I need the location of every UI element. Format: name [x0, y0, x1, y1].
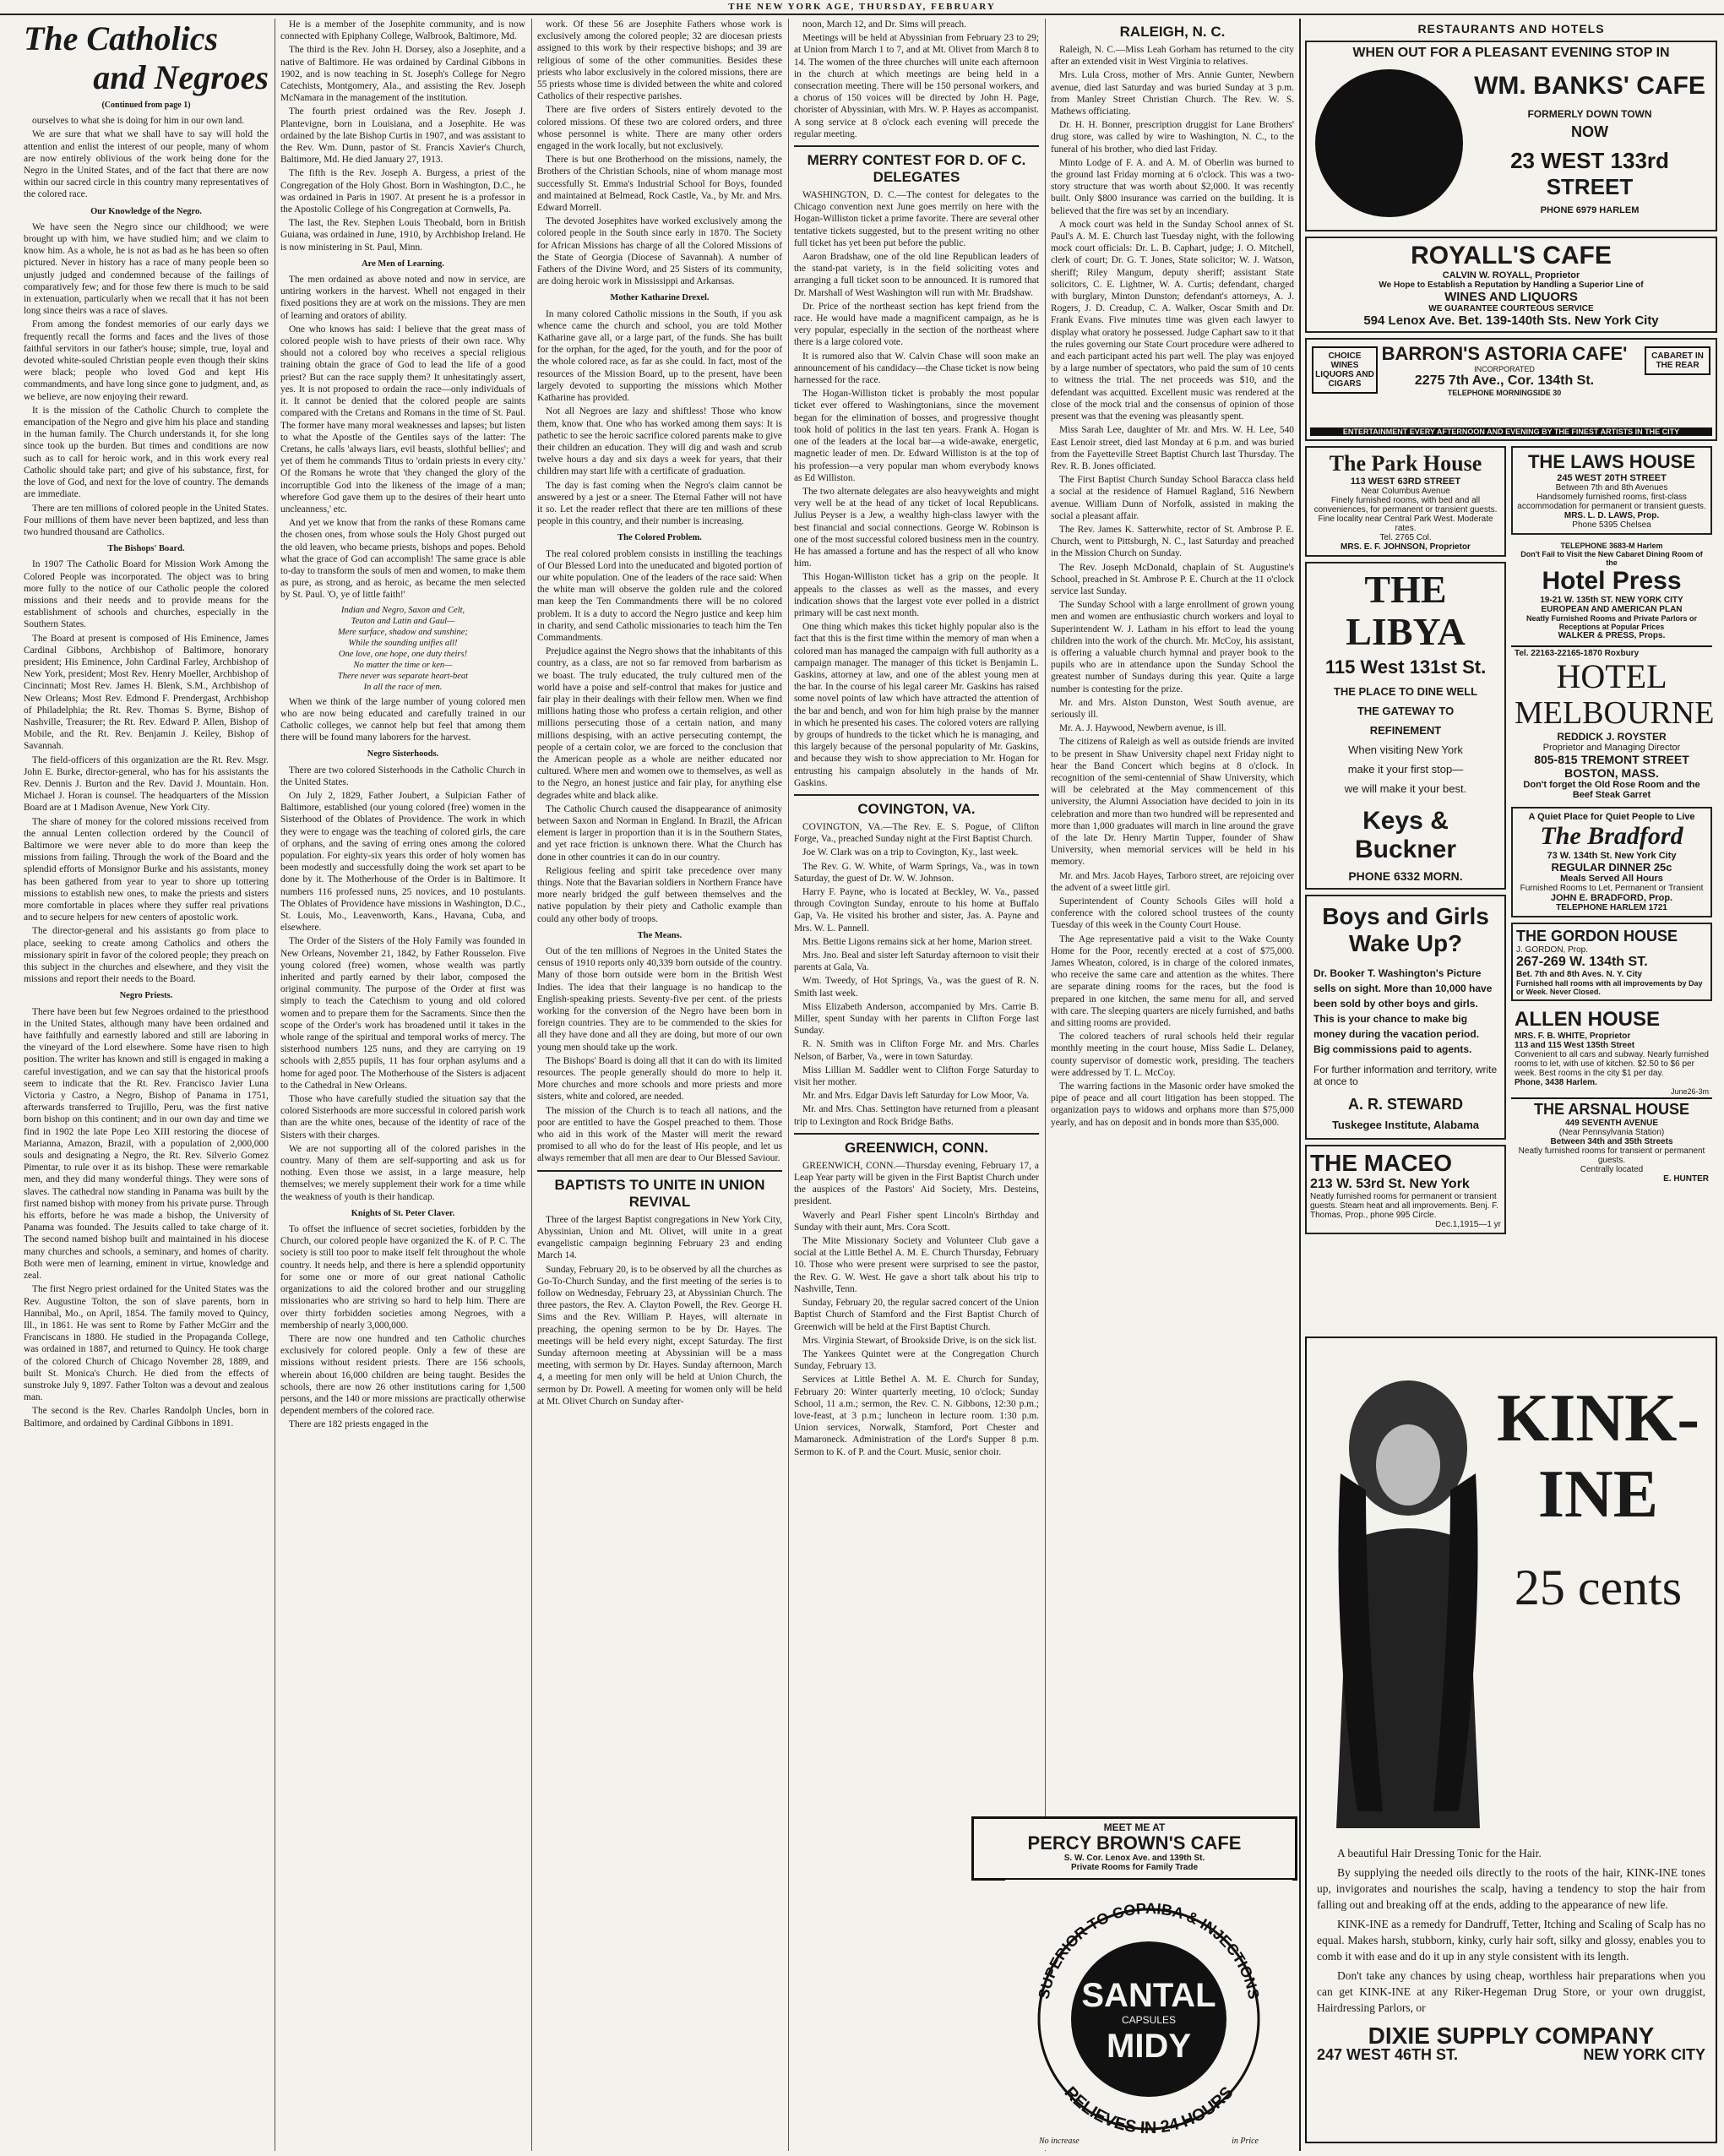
paragraph: Harry F. Payne, who is located at Beckley, W. Va., passed through Covington Sunday, enroute to his home at Buffalo Gap, Va. He visited his brother and sister, Jas. A. Payne and Mrs. W. L. Pannell.: [794, 887, 1039, 934]
paragraph: Mr. and Mrs. Chas. Settington have returned from a pleasant trip to Lexington and Rock Bridge Baths.: [794, 1104, 1039, 1127]
subhead-men-of-learning: Are Men of Learning.: [362, 259, 444, 269]
paragraph: One who knows has said: I believe that the great mass of colored people wish to have priests of their own race. Why should not a colored boy who receives a special religious training obtain the grace of God to lead the life of a good priest? But can the race supply them? It unhesitatingly assert, yes. It is not proposed to ordain the race—only individuals of it. It cannot be denied that the colored people are saints compared with the Cretans and Romans in the time of St. Paul. The former have many moral weaknesses and lapses; but listen to what the Apostle of the Gentiles says of the latter: The Cretans, he calls 'always liars, evil beasts, slothful bellies'; and yet of them he commands Titus to 'ordain priests in every city.' Of the Romans he wrote that 'they changed the glory of the incorruptible God into the likeness of the image of a man; wherefore God gave them up to the desires of their heart unto uncleanness,' etc.: [280, 324, 525, 514]
royalls-cafe-ad: [1305, 237, 1717, 333]
press-l1: 19-21 W. 135th ST. NEW YORK CITY: [1540, 596, 1683, 605]
kinkine-l2: By supplying the needed oils directly to the roots of the hair, KINK-INE tones up, invigorates and nourishes the scalp, having a tendency to stop the hair from falling out and breaking off at the ends, adding to the appearance of new life.: [1317, 1866, 1705, 1911]
brad-name: The Bradford: [1540, 822, 1683, 850]
press-l2: EUROPEAN AND AMERICAN PLAN: [1541, 605, 1683, 614]
park-name: The Park House: [1329, 451, 1482, 476]
paragraph: Miss Sarah Lee, daughter of Mr. and Mrs. W. H. Lee, 540 East Lenoir street, died last Monday at 6 p.m. and was buried from the Fayetteville Street Baptist Church last Thursday. The Rev. R. B. Jones officiated.: [1051, 425, 1294, 471]
paragraph: There is but one Brotherhood on the missions, namely, the Brothers of the Christian Schools, nine of whom manage most successfully St. Emma's Industrial School for Boys, founded and maintained at Belmead, Rock Castle, Va., by Mr. and Mrs. Edward Morrell.: [537, 155, 782, 214]
paragraph: The Order of the Sisters of the Holy Family was founded in New Orleans, November 21, 1842, by Father Rousselon. Five young colored (free) women, whose wealth was partly inherited and partly earned by their labor, composed the original community. The purpose of the Order at first was simply to teach the Catechism to young and old colored women and to prepare them for the Sacraments. Since then the scope of the Order's work has broadened until it takes in the whole range of the spiritual and temporal works of mercy. The sisterhood numbers 125 nuns, and they are carrying on 19 schools with 2,855 pupils, 11 has four orphan asylums and a home for aged poor. The Motherhouse of the Sisters is adjacent to the Cathedral in New Orleans.: [280, 936, 525, 1091]
covington-headline: COVINGTON, VA.: [857, 800, 976, 817]
laws-l3: Handsomely furnished rooms, first-class accommodation for permanent or transient guests.: [1517, 493, 1706, 511]
arsnal-l4: Neatly furnished rooms for transient or permanent guests.: [1518, 1146, 1705, 1165]
press-tag: Don't Fail to Visit the New Cabaret Dining Room of the: [1520, 550, 1703, 567]
santal-midy-seal: [1005, 1880, 1292, 2150]
paragraph: The Rev. G. W. White, of Warm Springs, Va., was in town Saturday, the guest of Dr. W. W. Johnson.: [794, 861, 1039, 884]
percy-addr: S. W. Cor. Lenox Ave. and 139th St.: [1063, 1854, 1205, 1863]
libya-l2: THE GATEWAY TO: [1357, 705, 1455, 717]
paragraph: WASHINGTON, D. C.—The contest for delegates to the Chicago convention next June goes merrily on here with the Hogan-Williston ticket a prime favorite. There are several other tentative tickets suggested, but to the present writing no other full ticket has yet been put before the public.: [794, 190, 1039, 248]
paragraph: The third is the Rev. John H. Dorsey, also a Josephite, and a native of Baltimore. He was ordained by Cardinal Gibbons in 1902, and is now teaching in St. Joseph's College for Negro Catechists, Montgomery, Ala., and assisting the Rev. Joseph McNamara in the management of the institution.: [280, 45, 525, 104]
royall-addr: 594 Lenox Ave. Bet. 139-140th Sts. New York City: [1363, 313, 1659, 328]
paragraph: It is rumored also that W. Calvin Chase will soon make an announcement of his candidacy—the Chase ticket is now being harnessed for the race.: [794, 351, 1039, 386]
santal-foot-right: in Price: [1232, 2137, 1259, 2146]
banks-phone: PHONE 6979 HARLEM: [1540, 205, 1640, 215]
paragraph: There are now one hundred and ten Catholic churches exclusively for colored people. Only a few of these are missions without resident priests. There are 156 schools, wherein about 16,000 children are being taught. Besides the schools, there are now 26 other institutions caring for 1,500 persons, and the 140 or more missions are practically otherwise dependent members of the colored race.: [280, 1333, 525, 1417]
arsnal-l5: Centrally located: [1580, 1165, 1644, 1174]
santal-foot-left: No increase: [1039, 2137, 1080, 2146]
paragraph: The devoted Josephites have worked exclusively among the colored people in the South since early in 1870. The Society for African Missions has charge of all the Colored Missions of the State of Georgia (Diocese of Savannah). A number of Fathers of the Divine Word, and 25 Sisters of its community, are doing heroic work in Mississippi and Arkansas.: [537, 216, 782, 287]
kinkine-city: NEW YORK CITY: [1583, 2046, 1705, 2063]
kinkine-name: KINK-INE: [1497, 1381, 1700, 1532]
col2-paras3: [280, 696, 525, 744]
poem-line: No matter the time or ken—: [353, 660, 453, 670]
allen-name: ALLEN HOUSE: [1515, 1008, 1661, 1031]
press-l3: Neatly Furnished Rooms and Private Parlors or Receptions at Popular Prices: [1525, 614, 1698, 631]
libya-l5: make it your first stop—: [1347, 763, 1464, 776]
paragraph: Religious feeling and spirit take precedence over many things. Note that the Bavarian soldiers in Northern France have more nearly bridged the gulf between themselves and the native population by their piety and Catholic example than could any other body of troops.: [537, 865, 782, 924]
paragraph: Mrs. Bettie Ligons remains sick at her home, Marion street.: [802, 936, 1033, 947]
paragraph: Mr. and Mrs. Jacob Hayes, Tarboro street, are rejoicing over the advent of a sweet little girl.: [1051, 870, 1294, 893]
paragraph: The men ordained as above noted and now in service, are untiring workers in the harvest. Whell not engaged in their fixed positions they are at work on the missions. They are men of learning and orators of ability.: [280, 275, 525, 321]
ads-header: RESTAURANTS AND HOTELS: [1417, 22, 1605, 35]
park-house-ad: [1305, 446, 1506, 557]
royall-name: ROYALL'S CAFE: [1411, 242, 1612, 270]
park-l1: 113 WEST 63RD STREET: [1350, 476, 1461, 487]
paragraph: R. N. Smith was in Clifton Forge Mr. and Mrs. Charles Nelson, of Barber, Va., were in town Saturday.: [794, 1039, 1039, 1062]
divider: [794, 145, 1039, 147]
paragraph: Three of the largest Baptist congregations in New York City, Abyssinian, Union and Mt. Olivet, will unite in a great evangelistic campaign beginning February 23 and ending March 14.: [537, 1214, 782, 1261]
gordon-l1: J. GORDON, Prop.: [1516, 945, 1589, 955]
press-tel: TELEPHONE 3683-M Harlem: [1560, 542, 1663, 550]
paragraph: Sunday, February 20, is to be observed by all the churches as Go-To-Church Sunday, and the first meeting of the series is to follow on Wednesday, February 23, at Abyssinian Church. The three pastors, the Rev. A. Clayton Powell, the Rev. George H. Sims and the Rev. William P. Hayes, will alternate in preaching, the opening sermon to be by Dr. Hayes. The meetings will be held every night, except Saturday. The first Sunday afternoon meeting at Abyssinian will be a mass meeting, with sermon by Dr. Hayes. Sunday afternoon, March 4, a meeting for men only will be held at Union Church, the sermon by Dr. Powell. A meeting for women only will be held at Mt. Olivet Church on Sunday after-: [537, 1264, 782, 1407]
paragraph: The warring factions in the Masonic order have smoked the pipe of peace and all court litigation has been stopped. The organization pays to widows and orphans more than $75,000 yearly, and has on deposit and in bonds more than $35,000.: [1051, 1081, 1294, 1128]
kinkine-company: DIXIE SUPPLY COMPANY: [1368, 2023, 1655, 2049]
paragraph: Joe W. Clark was on a trip to Covington, Ky., last week.: [802, 847, 1019, 858]
paragraph: COVINGTON, VA.—The Rev. E. S. Pogue, of Clifton Forge, Va., preached Sunday night at the First Baptist Church.: [794, 821, 1039, 845]
banks-formerly: FORMERLY DOWN TOWN: [1527, 108, 1652, 120]
paragraph: Aaron Bradshaw, one of the old line Republican leaders of the stand-pat variety, is in the field soliciting votes and arranging a full ticket soon to be announced. It is rumored that Dr. Marshall of West Washington will run with Mr. Bradshaw.: [794, 252, 1039, 298]
banks-now: NOW: [1571, 123, 1608, 140]
paragraph: The fourth priest ordained was the Rev. Joseph J. Plantevigne, born in Louisiana, and a Josephite. He was ordained by the late Bishop Curtis in 1907, and was assistant to the Rev. Wm. Dunn, pastor of St. Francis Xavier's Church, Baltimore, Md. He died January 27, 1913.: [280, 106, 525, 166]
paragraph: The Mite Missionary Society and Volunteer Club gave a social at the Little Bethel A. M. E. Church Thursday, February 10. Those who were present were surprised to see the pastor, the Rev. G. W. West. He gave a short talk about his trip to Nashville, Tenn.: [794, 1236, 1039, 1294]
col1-paras4: [24, 1006, 269, 1429]
press-l4: WALKER & PRESS, Props.: [1558, 631, 1666, 640]
arsnal-l2: (Near Pennsylvania Station): [1558, 1128, 1665, 1137]
santal-midy-ad: [1005, 1880, 1292, 2150]
col3-paras3: [537, 548, 782, 925]
paragraph: The field-officers of this organization are the Rt. Rev. Msgr. John E. Burke, director-general, who has for his assistants the Rev. Dennis J. Burton and the Rev. David J. Mountain. Hon. Michael J. Horan is counsel. The headquarters of the Mission Board are at 1 Madison Avenue, New York City.: [24, 754, 269, 814]
gordon-l3: Bet. 7th and 8th Aves. N. Y. City: [1516, 970, 1643, 979]
paragraph: The citizens of Raleigh as well as outside friends are invited to be present in Shaw University chapel next Friday night to hear the Band Concert which begins at 8 o'clock. In recognition of the semi-centennial of Shaw University, which will be celebrated at the May commencement of this university, the Alumni Association have decided to join in its celebration and more than two hundred will be represented and more than 1,000 graduates will march in line around the grave of the late Dr. Henry Martin Tupper, founder of Shaw University, when memorial services will be held in his memory.: [1051, 737, 1294, 868]
libya-l6: we will make it your best.: [1344, 782, 1467, 795]
subhead-negro-priests: Negro Priests.: [119, 991, 173, 1001]
brad-tag: A Quiet Place for Quiet People to Live: [1528, 812, 1695, 822]
paragraph: ourselves to what she is doing for him in our own land.: [32, 116, 245, 127]
paragraph: The Catholic Church caused the disappearance of animosity between Saxon and Norman in England. In Brazil, the African element is larger in proportion than it is in the Southern States, and yet race friction is unknown there. What the Church has done in other countries it can do in our country.: [537, 803, 782, 863]
percy-meet: MEET ME AT: [1103, 1821, 1166, 1833]
col4-paras: [794, 19, 1039, 140]
bg-addr: Tuskegee Institute, Alabama: [1331, 1119, 1480, 1131]
santal-arc-top: SUPERIOR TO COPAIBA & INJECTIONS: [1035, 1899, 1263, 2001]
laws-name: THE LAWS HOUSE: [1527, 451, 1695, 472]
paragraph: We have seen the Negro since our childhood; we were brought up with him, we have studied him; and we claim to know him. As a whole, he is not as bad as he has been so often pictured. Never in history has a race of many people been so unjustly judged and condemned because of the failings of comparatively few; and for those few there is much to be said in extenuation, particularly when we recall that it has not been long since theirs was a race of slaves.: [24, 221, 269, 317]
subhead-knowledge: Our Knowledge of the Negro.: [90, 206, 202, 216]
paragraph: The First Baptist Church Sunday School Baracca class held a social at the residence of Hamuel Ragland, 516 Newbern avenue. William Dunn of Norfolk, assisted in making the social a pleasant affair.: [1051, 475, 1294, 521]
gordon-house-ad: [1511, 923, 1712, 1001]
paragraph: Dr. Price of the northeast section has kept friend from the race. He would have made a magnificent campaign, as he is very popular, especially in the section of the northeast where there is a large colored vote.: [794, 301, 1039, 348]
royall-line2: WINES AND LIQUORS: [1444, 290, 1578, 304]
santal-name1: SANTAL: [1081, 1977, 1216, 2014]
col3-paras4: [537, 945, 782, 1165]
paragraph: The Hogan-Williston ticket is probably the most popular ticket ever offered to Washingtonians, since the movement began for the elimination of bosses, and progressive thought took hold of politics in the last ten years. Frank A. Hogan is one of the leaders at the local bar—a wide-awake, energetic, magnetic leader of men. Dr. Edward Williston is at the top of his profession—a very popular man whom everybody knows as Ed Williston.: [794, 389, 1039, 483]
park-l4: Tel. 2765 Col.: [1379, 533, 1432, 542]
paragraph: To offset the influence of secret societies, forbidden by the Church, our colored people have organized the K. of P. C. The society is still too poor to make itself felt throughout the whole country. It needs help, and there is here a splendid opportunity for some one or more of our great national Catholic organizations to aid the colored brother and our struggling missionaries who are striving so hard to help him. There are over thirty forbidden societies among Negroes, with a membership of nearly 3,000,000.: [280, 1224, 525, 1331]
col2-paras: [280, 19, 525, 253]
col2-paras4: [280, 765, 525, 1203]
allen-l4: Phone, 3438 Harlem.: [1515, 1078, 1597, 1087]
paragraph: The Board at present is composed of His Eminence, James Cardinal Gibbons, Archbishop of Baltimore, honorary president; His Eminence, John Cardinal Farley, Archbishop of New York, president; Most Rev. Henry Moeller, Archbishop of Cincinnati; Most Rev. James H. Blenk, S.M., Archbishop of New Orleans; Most Rev. Edmond F. Prendergast, Archbishop of Philadelphia; the Rt. Rev. Thomas S. Byrne, Bishop of Nashville, Treasurer; the Rt. Rev. Edward P. Allen, Bishop of Mobile, and the Rt. Rev. Benjamin J. Keiley, Bishop of Savannah.: [24, 633, 269, 752]
royall-line1: We Hope to Establish a Reputation by Handling a Superior Line of: [1379, 280, 1644, 290]
melbourne-ad: [1511, 645, 1715, 802]
paragraph: The real colored problem consists in instilling the teachings of Our Blessed Lord into the uneducated and bigoted portion of our white population. One of the leaders of the race said: When the white man will observe the golden rule and the colored man keep the Ten Commandments there will be no colored problem. It is a duty to accord the Negro justice and keep him in charity, and send Catholic missionaries to teach him the Ten Commandments.: [537, 548, 782, 643]
paragraph: There have been but few Negroes ordained to the priesthood in the United States, although many have been ordained and have faithfully and earnestly labored and still are laboring in the vineyard of the Lord elsewhere. Some have risen to high position. The writer has known and still is engaged in making a careful investigation, and we can say that the historical proofs seem to indicate that the Rt. Rev. Francisco Javier Luna Victoria y Castro, a Negro, Bishop of Panama in 1751, afterwards transferred to Trujillo, Peru, was the first native born bishop on this continent; and in our own day and time we find in 1902 the late Pope Leo XIII restoring the diocese of Marianna, Amazon, Brazil, with a population of 2,000,000 souls and designating a Negro, the Rt. Rev. Silverio Gomez Pimentar, to rule over it as its bishop. These were remarkable men, and they did many wonderful things. They were sons of slaves. The cathedral now standing in Panama was built by the first named bishop with money from his private purse. Through his efforts, before he was made a bishop, the University of Panama was founded. The Jesuits called to take charge of it. The second named bishop built and maintained in his diocese many churches and schools, a seminary, and homes of charity. Both were men of learning, eminent in virtue, knowledge and zeal.: [24, 1006, 269, 1282]
melb-l4: BOSTON, MASS.: [1564, 766, 1659, 780]
bg-body2: For further information and territory, write at once to: [1313, 1064, 1498, 1087]
press-name: Hotel Press: [1542, 567, 1682, 595]
divider: [794, 1133, 1039, 1135]
brad-l4: Furnished Rooms to Let, Permanent or Transient: [1520, 884, 1704, 893]
paragraph: The first Negro priest ordained for the United States was the Rev. Augustine Tolton, the son of slave parents, born in Hannibal, Mo., on April, 1854. The family moved to Quincy, Ill., in 1861. He was sent to Rome by Father McGirr and the Franciscans in 1880. He studied in the Propaganda College, was ordained in 1887, and returned to Quincy. He took charge of the colored Church of Chicago November 28, 1889, and built St. Monica's Church. He died from the effects of sunstroke July 9, 1897. Father Tolton was a devout and zealous man.: [24, 1284, 269, 1403]
paragraph: Waverly and Pearl Fisher spent Lincoln's Birthday and Sunday with their aunt, Mrs. Cora Scott.: [794, 1210, 1039, 1233]
paragraph: Prejudice against the Negro shows that the inhabitants of this country, as a class, are not so far removed from barbarism as we boast. The truly educated, the truly cultured men of the world have a poise and self-control that makes for justice and fair play in their dealings with their fellow men. When we find millions hating those who profess a certain religion, and other millions persecuting those of a certain nation, and many millions despising, with an active persecuting contempt, the people of a certain color, we are forced to the conclusion that the American people as a whole are neither educated nor cultured. Where men and women owe to themselves, as well as to the Negro, an honest justice and fair play, for anything else degrades white and black alike.: [537, 646, 782, 801]
paragraph: Wm. Tweedy, of Hot Springs, Va., was the guest of R. N. Smith last week.: [794, 976, 1039, 999]
melb-tel: Tel. 22163-22165-1870 Roxbury: [1515, 649, 1640, 658]
paragraph: Miss Lillian M. Saddler went to Clifton Forge Saturday to visit her mother.: [794, 1064, 1039, 1088]
paragraph: Out of the ten millions of Negroes in the United States the census of 1910 reports only 40,339 born outside of the country. Many of those born outside were born in the British West Indies. The idea that their language is no handicap to the English-speaking priests. Seventy-five per cent. of the priests working for the conversion of the Negro have been born in foreign countries. They are to be commended to the skies for all they have done and all they are doing, but more of our own young men should take up the work.: [537, 946, 782, 1053]
arsnal-l6: E. HUNTER: [1663, 1174, 1709, 1184]
brad-l6: TELEPHONE HARLEM 1721: [1556, 903, 1667, 912]
brad-l2: REGULAR DINNER 25c: [1551, 861, 1672, 874]
kinkine-portrait: [1332, 1372, 1484, 1828]
allen-l2: 113 and 115 West 135th Street: [1515, 1041, 1635, 1050]
paragraph: One thing which makes this ticket highly popular also is the fact that this is the first time within the memory of man when a colored man has managed the campaign with full authority as a campaign manager. The manager of this ticket is Benjamin L. Gaskins, attorney at law, and one of the ablest young men at the bar. In the course of his legal career Mr. Gaskins has raised some novel points of law which have attracted the attention of the bar and bench, and won for him high praise by the manner in which he presented his cases. The colored voters are rallying by groups of hundreds to the ticket which he is managing, and this largely because of the personal popularity of Mr. Gaskins, and because they wish to show appreciation to Mr. Hogan for entrusting his campaign absolutely in the hands of Mr. Gaskins.: [794, 622, 1039, 788]
paragraph: Mr. and Mrs. Alston Dunston, West South avenue, are seriously ill.: [1051, 697, 1294, 720]
laws-l2: Between 7th and 8th Avenues: [1555, 483, 1668, 493]
poem-line: While the sounding unifies all!: [348, 638, 458, 648]
barron-inc: INCORPORATED: [1474, 365, 1535, 373]
col1-paras2: [24, 221, 269, 538]
laws-house-ad: [1511, 446, 1712, 535]
paragraph: Mr. A. J. Haywood, Newbern avenue, is ill.: [1059, 723, 1226, 734]
santal-caps: CAPSULES: [1121, 2014, 1177, 2026]
kinkine-l3: KINK-INE as a remedy for Dandruff, Tetter, Itching and Scaling of Scalp has no equal. Makes harsh, stubborn, kinky, curly hair soft, silky and glossy, enables you to comb it with ease and do it up in any style consistent with its length.: [1317, 1918, 1705, 1963]
raleigh-paras: [1051, 44, 1294, 1129]
continued-note: (Continued from page 1): [101, 101, 191, 110]
gordon-l2: 267-269 W. 134th ST.: [1516, 955, 1648, 969]
park-l3: Finely furnished rooms, with bed and all conveniences, for permanent or transient guests. Fine locality near Central Park West. Moderate rates.: [1313, 496, 1498, 533]
paragraph: There are five orders of Sisters entirely devoted to the colored missions. Of these two are colored orders, and three whose personnel is white. There are many other orders engaged in the work locally, but not exclusively.: [537, 105, 782, 152]
maceo-name: THE MACEO: [1310, 1150, 1452, 1176]
column-rule: [788, 19, 789, 2151]
boys-girls-ad: [1305, 895, 1506, 1140]
paragraph: The Sunday School with a large enrollment of grown young men and women are enthusiastic church workers and loyal to Superintendent W. J. Latham in his effort to lead the young children into the work of the church. Mr. McCoy, his assistant, is offering a valuable church hymnal and prayer book to the pupils who are in attendance upon the Sunday School the greatest number of Sundays during this year. Quite a large number is contesting for the prize.: [1051, 600, 1294, 694]
paragraph: The share of money for the colored missions received from the annual Lenten collection ordered by the Council of Baltimore we were never able to do more than keep the missions from failing. Through the work of the Board and the splendid efforts of Monsignor Burke and his assistants, money has been gathered from year to year to shore up tottering missions to establish new ones, to make the priests and sisters more comfortable in places where they suffer real privations and to secure helpers for new centers of apostolic work.: [24, 816, 269, 923]
paragraph: GREENWICH, CONN.—Thursday evening, February 17, a Leap Year party will be given in the First Baptist Church under the auspices of the Pastors' Aid Society, Mrs. Desteins, president.: [794, 1160, 1039, 1207]
subhead-negro-sisterhoods: Negro Sisterhoods.: [367, 749, 439, 760]
barron-tel: TELEPHONE MORNINGSIDE 30: [1447, 389, 1562, 397]
libya-name: THE LIBYA: [1346, 568, 1466, 653]
melb-l3: 805-815 TREMONT STREET: [1534, 753, 1689, 766]
col2-paras2: [280, 274, 525, 601]
paragraph: The Bishops' Board is doing all that it can do with its limited resources. The people generally should do more to help it. More churches and more schools and more priests and more sisters, white and colored, are needed.: [537, 1055, 782, 1102]
santal-arc-bottom: RELIEVES IN 24 HOURS: [1060, 2082, 1237, 2138]
poem-line: Teuton and Latin and Gaul—: [351, 616, 455, 626]
percy-brown-ad: [971, 1816, 1297, 1881]
libya-l4: When visiting New York: [1348, 743, 1463, 756]
masthead: THE NEW YORK AGE, THURSDAY, FEBRUARY: [0, 0, 1724, 15]
paragraph: The day is fast coming when the Negro's claim cannot be answered by a jest or a sneer. The Eternal Father will not have it so. Let the reader reflect that there are ten millions of these people in this country, and their number is increasing.: [537, 480, 782, 527]
paragraph: The colored teachers of rural schools held their regular monthly meeting in the court house, Miss Sadie L. Delaney, county supervisor of domestic work, presiding. The teachers were addressed by T. L. McCoy.: [1051, 1032, 1294, 1078]
paragraph: Services at Little Bethel A. M. E. Church for Sunday, February 20: Winter quarterly meeting, 10 o'clock; Sunday School, 11 a.m.; sermon, the Rev. C. N. Gibbons, 12:30 p.m.; love-feast, at 3 p.m.; luncheon in lecture room. 1:30 p.m. Union services, Norwalk, Stamford, Port Chester and Mamaroneck. Administration of the Lord's Supper 8 p.m. Sermon to K. of P. and the Court. Music, senior choir.: [794, 1375, 1039, 1457]
paragraph: The mission of the Church is to teach all nations, and the poor are entitled to have the Gospel preached to them. Those who aid in this work of the Master will merit the reward promised to all who do for the least of His people, and let us always remember that all men are dear to Our Blessed Saviour.: [537, 1105, 782, 1164]
paragraph: work. Of these 56 are Josephite Fathers whose work is exclusively among the colored people; 32 are diocesan priests assigned to this work by their respective bishops; and 39 are religious of some of the other communities. Besides these priests who labor exclusively in the colored missions, there are 55 priests whose time is divided between the white and colored Catholics of their respective parishes.: [537, 19, 782, 102]
subhead-mother-katharine: Mother Katharine Drexel.: [610, 293, 710, 303]
bradford-ad: [1511, 807, 1712, 917]
laws-l5: Phone 5395 Chelsea: [1572, 520, 1651, 530]
libya-phone: PHONE 6332 MORN.: [1348, 869, 1463, 883]
paragraph: Mrs. Jno. Beal and sister left Saturday afternoon to visit their parents at Gala, Va.: [794, 950, 1039, 973]
baptists-headline: BAPTISTS TO UNITE IN UNION REVIVAL: [554, 1176, 765, 1210]
paragraph: Not all Negroes are lazy and shiftless! Those who know them, know that. One who has worked among them says: It is pathetic to see the heroic sacrifice colored parents make to give their children an education. They will dig and wash and scrub twelve hours a day and six days a week for years, that their children may start life with a certificate of graduation.: [537, 406, 782, 477]
barron-name: BARRON'S ASTORIA CAFE': [1381, 343, 1628, 364]
divider: [537, 1170, 782, 1172]
paragraph: Sunday, February 20, the regular sacred concert of the Union Baptist Church of Stamford and the First Baptist Church of Greenwich will be held at the First Baptist Church.: [794, 1298, 1039, 1332]
paragraph: The last, the Rev. Stephen Louis Theobald, born in British Guiana, was ordained in June, 1910, by Archbishop Ireland. He is now ministering in St. Paul, Minn.: [280, 218, 525, 253]
allen-house-ad: [1511, 1006, 1712, 1097]
paragraph: On July 2, 1829, Father Joubert, a Sulpician Father of Baltimore, established (our young colored (free) women in the Sisterhood of the Oblates of Providence. The work in which they were to engage was the teaching of colored girls, the care of orphans, and the saving of erring ones among the colored population. For eighty-six years this order of holy women has been modestly and successfully doing the work set apart to be done by it. The Motherhouse of the Order is in Baltimore. It numbers 116 professed nuns, 25 novices, and 10 postulants. The Oblates of Providence have missions in Washington, D.C., St. Louis, Mo., Leavenworth, Kans., Havana, Cuba, and elsewhere.: [280, 790, 525, 934]
paragraph: In many colored Catholic missions in the South, if you ask whence came the church and school, you are told Mother Katharine gave all, or a large part, of the funds. She has built for the orphan, for the aged, for the youth, and for the poor of the whole colored race, as far as she could. In fact, most of the resources of the Mission Board, up to the present, have been largely devoted to supporting the missions which Mother Katharine has provided.: [537, 308, 782, 404]
melb-l2: Proprietor and Managing Director: [1542, 743, 1681, 753]
ads-column: [1305, 19, 1717, 2151]
paragraph: There are two colored Sisterhoods in the Catholic Church in the United States.: [280, 765, 525, 787]
poem-line: One love, one hope, one duty theirs!: [338, 649, 468, 659]
greenwich-headline: GREENWICH, CONN.: [845, 1139, 988, 1156]
paragraph: The second is the Rev. Charles Randolph Uncles, born in Baltimore, and ordained by Cardinal Gibbons in 1891.: [24, 1406, 269, 1429]
paragraph: Mrs. Lula Cross, mother of Mrs. Annie Gunter, Newbern avenue, died last Saturday and was buried Sunday at 3 p.m. from Manley Street Christian Church. The Rev. W. S. Mathews officiating.: [1051, 70, 1294, 117]
raleigh-headline: RALEIGH, N. C.: [1119, 24, 1226, 40]
maceo-ad: [1305, 1145, 1506, 1234]
paragraph: Meetings will be held at Abyssinian from February 23 to 29; at Union from March 1 to 7, and at Mt. Olivet from March 8 to 14. The women of the three churches will unite each afternoon in the church at which meetings are being held in a consecration meeting. There will be 150 personal workers, and a chorus of 150 voices will be directed by John H. Page, chorister of Abyssinian, with Mrs. W. P. Hayes as accompanist. A song service at 8 o'clock each evening will precede the regular meeting.: [794, 33, 1039, 139]
brad-l1: 73 W. 134th St. New York City: [1547, 851, 1677, 861]
percy-line3: Private Rooms for Family Trade: [1070, 1863, 1199, 1872]
gordon-l4: Furnished hall rooms with all improvements by Day or Week. Never Closed.: [1516, 979, 1703, 996]
kinkine-price: 25 cents: [1514, 1560, 1683, 1615]
libya-owners: Keys & Buckner: [1354, 807, 1457, 863]
paragraph: Dr. H. H. Bonner, prescription druggist for Lane Brothers' drug store, was called by wire to Washington, N. C., to the funeral of his brother, who died last Friday.: [1051, 120, 1294, 155]
greenwich-paras: [794, 1160, 1039, 1458]
barron-addr: 2275 7th Ave., Cor. 134th St.: [1414, 373, 1595, 388]
libya-ad: [1305, 562, 1506, 890]
poem-line: Mere surface, shadow and sunshine;: [338, 627, 468, 637]
park-l5: MRS. E. F. JOHNSON, Proprietor: [1341, 542, 1471, 552]
kinkine-ad: [1305, 1337, 1717, 2143]
barrons-cafe-ad: [1305, 338, 1717, 441]
allen-l5: June26-3m: [1670, 1087, 1709, 1096]
kinkine-addr: 247 WEST 46TH ST.: [1317, 2046, 1459, 2063]
paragraph: The two alternate delegates are also heavyweights and might very well be at the head of any ticket of local Republicans. Julius Peyser is a Jew, a wealthy high-class lawyer with the best financial and social connections. George W. Robinson is one of the most successful colored business men in the country. He has amassed a fortune and has the respect of all who know him.: [794, 486, 1039, 569]
hotel-press-ad: [1511, 540, 1712, 642]
covington-paras: [794, 821, 1039, 1128]
maceo-body: Neatly furnished rooms for permanent or transient guests. Steam heat and all improvements. Benj. F. Thomas, Prop., phone 995 Circle.: [1310, 1192, 1498, 1220]
libya-addr: 115 West 131st St.: [1324, 656, 1487, 678]
subhead-bishops-board: The Bishops' Board.: [107, 544, 185, 554]
subhead-knights: Knights of St. Peter Claver.: [351, 1208, 455, 1218]
column-3: [537, 19, 782, 2151]
banks-cafe-ad: [1305, 41, 1717, 231]
article-title-line2: and Negroes: [93, 58, 269, 96]
paragraph: The director-general and his assistants go from place to place, seeking to create among Catholics and others the missionary spirit in favor of the colored people; they preach on this subject in the churches and elsewhere, and they visit the missions and report their needs to the Board.: [24, 926, 269, 985]
libya-l1: THE PLACE TO DINE WELL: [1333, 685, 1478, 698]
poem: [280, 605, 525, 693]
barron-foot: ENTERTAINMENT EVERY AFTERNOON AND EVENING BY THE FINEST ARTISTS IN THE CITY: [1310, 427, 1712, 436]
paragraph: Miss Elizabeth Anderson, accompanied by Mrs. Carrie B. Miller, spent Sunday with her parents in Clifton Forge last Sunday.: [794, 1001, 1039, 1037]
baptists-paras: [537, 1214, 782, 1407]
banks-emblem: [1315, 69, 1463, 217]
merry-contest-headline: MERRY CONTEST FOR D. OF C. DELEGATES: [807, 152, 1026, 186]
paragraph: A mock court was held in the Sunday School annex of St. Paul's A. M. E. Church last Tuesday night, with the following mock court officials: Dr. L. B. Caphart, judge; J. O. Mitchell, clerk of court; Dr. G. T. Jones, State solicitor; W. J. Watson, sheriff; Riley Mangum, deputy sheriff; assistant State solicitors, C. E. Lightner, W. A. Curtis; defendant, charged with burglary, Minton Dunston; defendant's attorneys, A. J. Rogers, J. D. Creadup, C. A. Walker, Oscar Smith and Dr. Frank Evans. Five minutes time was given each lawyer to display what oratory he possessed. Judge Caphart saw to it that the rules governing our State Court procedure were adhered to and each participant acted his part well. The play was enjoyed by a large number of spectators, who paid the sum of 10 cents to witness the trial. The net proceeds was $10, and the defendant was acquitted. Excellent music was rendered at the close of the mock trial and the consensus of opinion of those present was that the evening was pleasantly spent.: [1051, 219, 1294, 422]
subhead-the-means: The Means.: [637, 930, 683, 940]
poem-line: In all the race of men.: [363, 682, 443, 692]
melb-l1: REDDICK J. ROYSTER: [1557, 731, 1667, 743]
divider: [794, 794, 1039, 796]
bg-name: A. R. STEWARD: [1347, 1096, 1463, 1113]
subhead-colored-problem: The Colored Problem.: [617, 533, 702, 543]
percy-name: PERCY BROWN'S CAFE: [1027, 1832, 1242, 1854]
maceo-date: Dec.1,1915—1 yr: [1435, 1220, 1501, 1229]
allen-l1: MRS. F. B. WHITE, Proprietor: [1515, 1032, 1631, 1041]
paragraph: From among the fondest memories of our early days we frequently recall the forms and faces and the lives of those faithful servitors in our father's house; simple, true, loyal and devoted white-souled Christian people even though their skins were black; people who loved God and kept His commandments, and have long since gone to judgment, and, as we believe, are now enjoying their reward.: [24, 319, 269, 402]
ads-right-subcolumn: [1511, 446, 1715, 1239]
column-rule: [1299, 19, 1301, 2151]
barron-right: CABARET IN THE REAR: [1645, 346, 1710, 375]
poem-line: There never was separate heart-beat: [337, 671, 469, 681]
paragraph: Mr. and Mrs. Edgar Davis left Saturday for Low Moor, Va.: [802, 1091, 1030, 1102]
barron-left: CHOICE WINES LIQUORS AND CIGARS: [1312, 346, 1378, 394]
paragraph: There are 182 priests engaged in the: [289, 1419, 429, 1430]
arsnal-name: THE ARSNAL HOUSE: [1533, 1101, 1690, 1118]
laws-l1: 245 WEST 20TH STREET: [1557, 473, 1667, 483]
bg-h1: Boys and Girls: [1322, 903, 1489, 929]
column-rule: [531, 19, 532, 2151]
col1-paras3: [24, 558, 269, 985]
arsnal-house-ad: [1511, 1097, 1712, 1185]
article-title-line1: The Catholics: [24, 19, 219, 57]
allen-l3: Convenient to all cars and subway. Nearly furnished rooms to let, with use of kitchen. $2.50 to $6 per week. Best rooms in the city $1 per day.: [1515, 1050, 1709, 1078]
col2-paras5: [280, 1223, 525, 1430]
paragraph: Mrs. Virginia Stewart, of Brookside Drive, is on the sick list.: [802, 1335, 1037, 1346]
royall-line3: WE GUARANTEE COURTEOUS SERVICE: [1428, 304, 1594, 313]
paragraph: In 1907 The Catholic Board for Mission Work Among the Colored People was incorporated. The object was to bring more fully to the notice of our Catholic people the colored missions and their needs and to provide means for the establishment of schools and churches, especially in the Southern States.: [24, 559, 269, 630]
paragraph: Raleigh, N. C.—Miss Leah Gorham has returned to the city after an extended visit in West Virginia to relatives.: [1051, 45, 1294, 68]
santal-name2: MIDY: [1107, 2028, 1191, 2065]
melb-l5: Don't forget the Old Rose Room and the Beef Steak Garret: [1523, 780, 1700, 800]
kinkine-l4: Don't take any chances by using cheap, worthless hair preparations when you can get KINK-INE at any Riker-Hegeman Drug Store, or your own druggist, Hairdressing Parlors, or: [1317, 1969, 1705, 2014]
column-2: [280, 19, 525, 2151]
melb-name1: HOTEL: [1556, 657, 1667, 695]
banks-addr: 23 WEST 133rd STREET: [1510, 148, 1669, 199]
paragraph: He is a member of the Josephite community, and is now connected with Epiphany College, Walbrook, Baltimore, Md.: [280, 19, 525, 42]
kinkine-l1: A beautiful Hair Dressing Tonic for the Hair.: [1337, 1847, 1542, 1859]
paragraph: The Rev. James K. Satterwhite, rector of St. Ambrose P. E. Church, went to Pittsburgh, N. C., last Saturday and preached in the Mission Church on Sunday.: [1051, 524, 1294, 559]
poem-line: Indian and Negro, Saxon and Celt,: [340, 605, 465, 615]
arsnal-l3: Between 34th and 35th Streets: [1550, 1137, 1673, 1146]
column-1: [24, 19, 269, 2151]
arsnal-l1: 449 SEVENTH AVENUE: [1564, 1119, 1659, 1128]
paragraph: Minto Lodge of F. A. and A. M. of Oberlin was burned to the ground last Friday morning at 6 o'clock. This was a two-story structure that was worth about $2,000. It was recently built. Only $800 insurance was carried on the building. It is believed that the fire was set by an incendiary.: [1051, 157, 1294, 216]
kinkine-portrait-art: [1332, 1372, 1484, 1828]
paragraph: When we think of the large number of young colored men who are now being educated and carefully trained in our Catholic colleges, we cannot help but feel that among them there will be found many laborers for the harvest.: [280, 696, 525, 743]
libya-l3: REFINEMENT: [1369, 724, 1442, 737]
paragraph: There are ten millions of colored people in the United States. Four millions of them have never been baptized, and less than two hundred thousand are Catholics.: [24, 503, 269, 537]
melb-name2: MELBOURNE: [1515, 695, 1715, 731]
paragraph: We are not supporting all of the colored parishes in the country. Many of them are self-supporting and ask us for nothing. Even those we assist, in a large measure, help themselves; we merely supplement their work for a time while the weakness of youth is their handicap.: [280, 1143, 525, 1202]
paragraph: Those who have carefully studied the situation say that the colored Sisterhoods are more successful in colored parish work than are the white ones, because of the identity of race of the Sisters with their charges.: [280, 1094, 525, 1141]
banks-name: WM. BANKS' CAFE: [1474, 72, 1705, 100]
paragraph: This Hogan-Williston ticket has a grip on the people. It appeals to the classes as well as the masses, and every indication shows that the largest vote ever polled in a district primary will be cast next month.: [794, 572, 1039, 618]
brad-l3: Meals Served All Hours: [1560, 874, 1663, 884]
paragraph: The Yankees Quintet were at the Congregation Church Sunday, February 13.: [794, 1348, 1039, 1372]
paragraph: The Age representative paid a visit to the Wake County Home for the Poor, recently erected at a cost of $75,000. James Wheaton, colored, is in charge of the colored inmates, who receive the same care and attention as the whites. There are separate dining rooms for the races, but the food is prepared in one kitchen, the same menu for all, and served with care. The sleeping quarters are nicely furnished, and baths and sitting rooms are provided.: [1051, 934, 1294, 1029]
royall-prop: CALVIN W. ROYALL, Proprietor: [1442, 270, 1580, 280]
merry-paras: [794, 189, 1039, 789]
col3-paras: [537, 19, 782, 287]
gordon-name: THE GORDON HOUSE: [1516, 928, 1678, 945]
paragraph: noon, March 12, and Dr. Sims will preach.: [802, 19, 966, 30]
paragraph: Superintendent of County Schools Giles will hold a conference with the colored school trustees of the county Tuesday of this week in the County Court House.: [1051, 896, 1294, 931]
paragraph: The Rev. Joseph McDonald, chaplain of St. Augustine's School, preached in St. Ambrose P. E. Church at the 11 o'clock service last Sunday.: [1051, 562, 1294, 596]
paragraph: And yet we know that from the ranks of these Romans came the chosen ones, from whose souls the Holy Ghost purged out the old leaven, who became priests, bishops and popes. Behold what the grace of God can accomplish! The same grace is able to-day to transform the souls of men and women, to make them as pure, as strong, and as heroic, as became the men selected by St. Paul. 'O, ye of little faith!': [280, 518, 525, 601]
col1-paras: [24, 115, 269, 200]
ads-left-subcolumn: [1305, 446, 1506, 1239]
banks-top: WHEN OUT FOR A PLEASANT EVENING STOP IN: [1352, 46, 1670, 60]
bg-h2: Wake Up?: [1348, 930, 1463, 956]
brad-l5: JOHN E. BRADFORD, Prop.: [1550, 893, 1673, 903]
col3-paras2: [537, 308, 782, 528]
paragraph: It is the mission of the Catholic Church to complete the emancipation of the Negro and give him his place and standing in the human family. The Church understands it, for she long since took up the burden. But times and conditions are now such as to call for heroic work, and in this work every real Catholic should take part; and give of his substance, first, for the love of God, and next for the love of country. The demands are immediate.: [24, 405, 269, 500]
maceo-addr: 213 W. 53rd St. New York: [1310, 1177, 1470, 1191]
laws-l4: MRS. L. D. LAWS, Prop.: [1564, 511, 1660, 520]
paragraph: The fifth is the Rev. Joseph A. Burgess, a priest of the Congregation of the Holy Ghost. Born in Washington, D.C., he was ordained in Paris in 1907. At present he is a professor in the Apostolic College of his Congregation at Cornwells, Pa.: [280, 168, 525, 215]
park-l2: Near Columbus Avenue: [1361, 487, 1450, 496]
bg-body: Dr. Booker T. Washington's Picture sells on sight. More than 10,000 have been sold by other boys and girls. This is your chance to make big money during the vacation period. Big commissions paid to agents.: [1313, 967, 1493, 1055]
paragraph: We are sure that what we shall have to say will hold the attention and enlist the interest of our people, many of whom are now entirely oblivious of the work being done for the Negro in the United States, and of the fact that there are now within our sacred circle in this country many representatives of the colored race.: [24, 129, 269, 200]
